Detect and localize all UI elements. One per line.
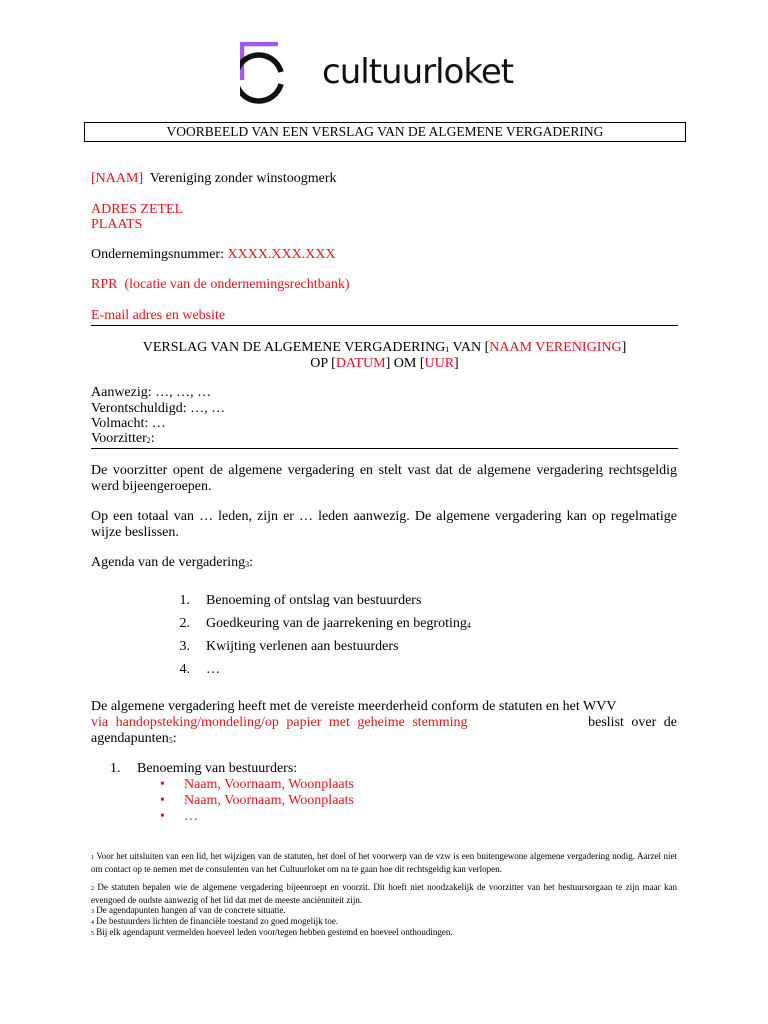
footnote-text: De bestuurders lichten de financiële toestand zo goed mogelijk toe. — [94, 916, 339, 926]
list-number: 1. — [110, 761, 121, 776]
decision-line1: De algemene vergadering heeft met de vereiste meerderheid conform de statuten en het WVV — [91, 699, 617, 714]
footnote-number: 1 — [91, 855, 94, 861]
cultuurloket-logo-icon — [240, 42, 310, 108]
excused-line: Verontschuldigd: …, … — [91, 401, 226, 416]
bullet-text: … — [184, 809, 198, 824]
association-name — [91, 171, 336, 187]
agenda-label — [91, 555, 253, 573]
report-title-text: ] — [454, 356, 459, 371]
footnote-number: 5 — [91, 931, 94, 937]
email-website: E-mail adres en website — [91, 308, 226, 323]
bullet-icon: • — [160, 793, 165, 808]
paragraph-opening: De voorzitter opent de algemene vergadering en stelt vast dat de algemene vergadering rechtsgeldig werd bijeengeroepen. — [91, 463, 677, 494]
bullet-icon: • — [160, 777, 165, 792]
bullet-icon: • — [160, 809, 165, 824]
footnote-ref: 1 — [445, 345, 450, 354]
document-title: VOORBEELD VAN EEN VERSLAG VAN DE ALGEMENE VERGADERING — [84, 122, 686, 142]
company-number — [91, 247, 336, 263]
report-title-text: OP [ — [310, 356, 336, 371]
list-number: 3. — [179, 639, 190, 654]
colon: : — [150, 431, 155, 446]
report-title-text: VERSLAG VAN DE ALGEMENE VERGADERING — [142, 340, 446, 355]
rpr: RPR (locatie van de ondernemingsrechtbank) — [91, 277, 350, 292]
colon: : — [172, 731, 177, 746]
footnote-text: Voor het uitsluiten van een lid, het wijzigen van de statuten, het doel of het voorwerp van de vzw is een buitengewone algemene vergadering nodig. Aarzel niet om contact op te nemen met de consulenten van het Cultuurloket om na te gaan hoe dit rechtsgeldig kan verlopen. — [91, 851, 677, 874]
divider — [91, 448, 678, 449]
colon: : — [249, 555, 253, 570]
footnote — [91, 927, 677, 940]
report-title-line2 — [91, 356, 678, 372]
decision-text: beslist over de — [580, 715, 677, 730]
company-number-label: Ondernemingsnummer: — [91, 247, 228, 262]
place: PLAATS — [91, 217, 143, 232]
name-placeholder: [NAAM] — [91, 171, 144, 186]
footnote-ref: 5 — [168, 736, 173, 745]
bullet-text: Naam, Voornaam, Woonplaats — [184, 777, 354, 792]
proxy-line: Volmacht: … — [91, 416, 166, 431]
decision-line3 — [91, 731, 177, 749]
report-title-text: ] OM [ — [385, 356, 425, 371]
footnote — [91, 882, 677, 905]
date-placeholder: DATUM — [335, 356, 386, 371]
agenda-label-text: Agenda van de vergadering — [91, 555, 246, 570]
association-type: Vereniging zonder winstoogmerk — [143, 171, 337, 186]
bullet-text: Naam, Voornaam, Woonplaats — [184, 793, 354, 808]
divider — [91, 325, 678, 326]
list-number: 1. — [179, 593, 190, 608]
voting-method: via handopsteking/mondeling/op papier met geheime stemming — [91, 715, 468, 730]
footnote-number: 2 — [91, 886, 94, 892]
logo-text: cultuurloket — [322, 52, 514, 92]
chair-label: Voorzitter — [91, 431, 147, 446]
footnote — [91, 851, 677, 874]
sub-item-heading — [110, 761, 298, 777]
address: ADRES ZETEL — [91, 202, 184, 217]
sub-item-title: Benoeming van bestuurders: — [137, 761, 298, 776]
list-number: 4. — [179, 662, 190, 677]
footnote-text: De statuten bepalen wie de algemene vergadering bijeenroept en voorzit. Dit hoeft niet noodzakelijk de voorzitter van het bestuursorgaan te zijn maar kan evengoed de oudste aanwezig of het lid dat met de meeste anciënniteit zijn. — [91, 882, 677, 905]
agenda-item-text: Goedkeuring van de jaarrekening en begroting — [206, 616, 467, 631]
report-title-text: ] — [621, 340, 627, 355]
decision-text: agendapunten — [91, 731, 169, 746]
report-title-text: VAN [ — [449, 340, 490, 355]
agenda-item-text: … — [206, 662, 220, 677]
agenda-item-text: Kwijting verlenen aan bestuurders — [206, 639, 399, 654]
time-placeholder: UUR — [424, 356, 455, 371]
footnote-number: 4 — [91, 920, 94, 926]
footnote-number: 3 — [91, 909, 94, 915]
association-name-placeholder: NAAM VERENIGING — [489, 340, 622, 355]
footnote-ref: 3 — [245, 560, 250, 569]
footnote-ref: 2 — [146, 436, 151, 445]
list-number: 2. — [179, 616, 190, 631]
decision-line2 — [91, 715, 677, 731]
present-line: Aanwezig: …, …, … — [91, 385, 212, 400]
footnote-text: Bij elk agendapunt vermelden hoeveel leden voor/tegen hebben gestemd en hoeveel onthoudingen. — [94, 927, 453, 937]
agenda-item-text: Benoeming of ontslag van bestuurders — [206, 593, 422, 608]
footnote-text: De agendapunten hangen af van de concrete situatie. — [94, 905, 286, 915]
footnote-ref: 4 — [466, 621, 471, 630]
chair-line — [91, 431, 155, 449]
paragraph-quorum: Op een totaal van … leden, zijn er … leden aanwezig. De algemene vergadering kan op regelmatige wijze beslissen. — [91, 509, 677, 540]
company-number-value: XXXX.XXX.XXX — [227, 247, 336, 262]
